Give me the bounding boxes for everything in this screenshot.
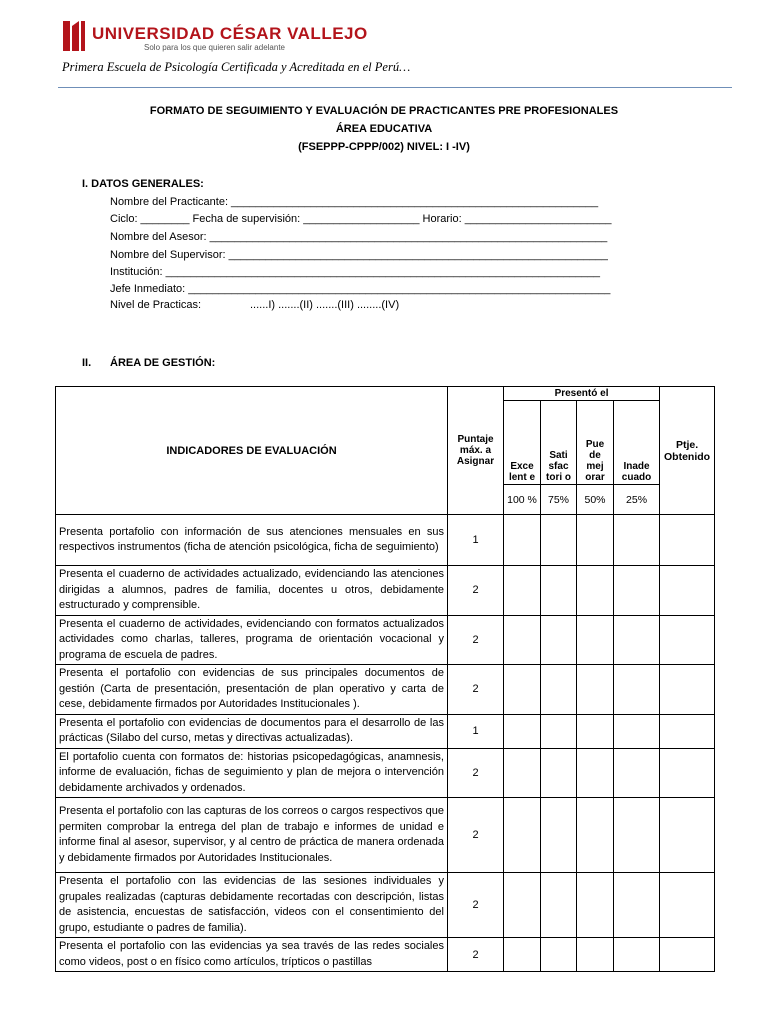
- score-obtained-cell[interactable]: [660, 748, 715, 798]
- table-row: [56, 938, 715, 972]
- score-satisfactorio-cell[interactable]: [541, 566, 577, 616]
- header-obtained-points: Ptje. Obtenido: [660, 387, 715, 515]
- score-satisfactorio-cell[interactable]: [541, 665, 577, 715]
- header-presento: Presentó el: [504, 387, 660, 401]
- indicator-text: Presenta el cuaderno de actividades actualizado, evidenciando las atenciones dirigidas a alumnos, padres de familia, docentes u otros, debidamente estructurado y comprensible.: [56, 566, 448, 616]
- header-satisfactorio: Sati sfac tori o: [541, 401, 577, 485]
- indicator-text: Presenta el portafolio con las evidencias ya sea través de las redes sociales como videos, post o en físico como artículos, trípticos o pastillas: [56, 938, 448, 972]
- score-obtained-cell[interactable]: [660, 515, 715, 566]
- document-area: ÁREA EDUCATIVA: [335, 123, 433, 135]
- field-nivel-practicas-options: ......I) .......(II) .......(III) ........(IV): [250, 299, 400, 311]
- score-inadecuado-cell[interactable]: [614, 615, 660, 665]
- score-puede-mejorar-cell[interactable]: [577, 798, 614, 873]
- field-supervisor: Nombre del Supervisor: ______________________________________________________________: [110, 249, 608, 261]
- score-obtained-cell[interactable]: [660, 873, 715, 938]
- table-row: [56, 515, 715, 566]
- score-puede-mejorar-cell[interactable]: [577, 615, 614, 665]
- indicator-max-points: 2: [448, 798, 504, 873]
- indicator-max-points: 1: [448, 714, 504, 748]
- indicator-max-points: 2: [448, 938, 504, 972]
- score-obtained-cell[interactable]: [660, 798, 715, 873]
- score-satisfactorio-cell[interactable]: [541, 515, 577, 566]
- table-row: [56, 798, 715, 873]
- score-inadecuado-cell[interactable]: [614, 873, 660, 938]
- score-excelente-cell[interactable]: [504, 566, 541, 616]
- header-inadecuado: Inade cuado: [614, 401, 660, 485]
- header-excelente: Exce lent e: [504, 401, 541, 485]
- document-title: FORMATO DE SEGUIMIENTO Y EVALUACIÓN DE PRACTICANTES PRE PROFESIONALES: [149, 105, 619, 117]
- motto: Primera Escuela de Psicología Certificada y Acreditada en el Perú…: [62, 60, 411, 74]
- university-shield-logo-icon: [62, 18, 86, 54]
- score-inadecuado-cell[interactable]: [614, 798, 660, 873]
- score-excelente-cell[interactable]: [504, 665, 541, 715]
- table-row: [56, 615, 715, 665]
- score-inadecuado-cell[interactable]: [614, 515, 660, 566]
- score-satisfactorio-cell[interactable]: [541, 873, 577, 938]
- indicator-max-points: 1: [448, 515, 504, 566]
- score-puede-mejorar-cell[interactable]: [577, 938, 614, 972]
- score-puede-mejorar-cell[interactable]: [577, 748, 614, 798]
- score-excelente-cell[interactable]: [504, 515, 541, 566]
- score-puede-mejorar-cell[interactable]: [577, 665, 614, 715]
- score-excelente-cell[interactable]: [504, 873, 541, 938]
- indicator-text: Presenta portafolio con información de sus atenciones mensuales en sus respectivos instrumentos (ficha de atención psicológica, ficha de seguimiento): [56, 515, 448, 566]
- indicator-max-points: 2: [448, 665, 504, 715]
- indicator-max-points: 2: [448, 566, 504, 616]
- indicator-text: Presenta el cuaderno de actividades, evidenciando con formatos actualizados actividades como charlas, talleres, programa de orientación vocacional y programa de escuela de padres.: [56, 615, 448, 665]
- indicator-max-points: 2: [448, 748, 504, 798]
- section-area-gestion: ÁREA DE GESTIÓN:: [110, 357, 216, 369]
- field-ciclo-fecha-horario: Ciclo: ________ Fecha de supervisión: ___________________ Horario: ________________________: [110, 213, 612, 225]
- field-asesor: Nombre del Asesor: _________________________________________________________________: [110, 231, 608, 243]
- score-satisfactorio-cell[interactable]: [541, 938, 577, 972]
- section-number-gestion: II.: [82, 357, 92, 369]
- header-max-points: Puntaje máx. a Asignar: [448, 387, 504, 515]
- header-divider: [58, 87, 732, 88]
- indicator-max-points: 2: [448, 873, 504, 938]
- score-inadecuado-cell[interactable]: [614, 748, 660, 798]
- table-row: [56, 714, 715, 748]
- indicator-text: Presenta el portafolio con evidencias de documentos para el desarrollo de las prácticas (Silabo del curso, metas y directivas actualizadas).: [56, 714, 448, 748]
- score-excelente-cell[interactable]: [504, 615, 541, 665]
- indicator-text: Presenta el portafolio con las capturas de los correos o cargos respectivos que permiten comprobar la entrega del plan de trabajo e informes de unidad e informe final al asesor, supervisor, y al centro de práctica de manera ordenada y debidamente firmados por Autoridades Institucionales.: [56, 798, 448, 873]
- pct-puede-mejorar: 50%: [577, 485, 614, 515]
- score-excelente-cell[interactable]: [504, 938, 541, 972]
- score-obtained-cell[interactable]: [660, 938, 715, 972]
- table-row: [56, 748, 715, 798]
- score-puede-mejorar-cell[interactable]: [577, 714, 614, 748]
- score-inadecuado-cell[interactable]: [614, 566, 660, 616]
- header-puede-mejorar: Pue de mej orar: [577, 401, 614, 485]
- indicator-max-points: 2: [448, 615, 504, 665]
- score-satisfactorio-cell[interactable]: [541, 798, 577, 873]
- score-obtained-cell[interactable]: [660, 714, 715, 748]
- score-inadecuado-cell[interactable]: [614, 665, 660, 715]
- evaluation-table: [55, 386, 715, 972]
- header-indicators: INDICADORES DE EVALUACIÓN: [56, 387, 448, 515]
- score-satisfactorio-cell[interactable]: [541, 615, 577, 665]
- table-row: [56, 566, 715, 616]
- score-obtained-cell[interactable]: [660, 665, 715, 715]
- section-datos-generales: I. DATOS GENERALES:: [82, 178, 204, 190]
- field-institucion: Institución: _______________________________________________________________________: [110, 266, 600, 278]
- score-excelente-cell[interactable]: [504, 714, 541, 748]
- pct-inadecuado: 25%: [614, 485, 660, 515]
- indicator-text: El portafolio cuenta con formatos de: historias psicopedagógicas, anamnesis, informe de evaluación, fichas de seguimiento y plan de mejora o intervención debidamente archivados y ordenados.: [56, 748, 448, 798]
- university-name: UNIVERSIDAD CÉSAR VALLEJO: [92, 24, 368, 43]
- field-practicante: Nombre del Practicante: ____________________________________________________________: [110, 196, 599, 208]
- score-inadecuado-cell[interactable]: [614, 938, 660, 972]
- score-obtained-cell[interactable]: [660, 566, 715, 616]
- score-satisfactorio-cell[interactable]: [541, 748, 577, 798]
- table-row: [56, 873, 715, 938]
- table-row: [56, 665, 715, 715]
- university-tagline: Solo para los que quieren salir adelante: [144, 43, 285, 52]
- score-excelente-cell[interactable]: [504, 798, 541, 873]
- indicator-text: Presenta el portafolio con las evidencias de las sesiones individuales y grupales realizadas (capturas debidamente recortadas con descripción, listas de asistencia, encuestas de satisfacción, videos con el consentimiento del grupo, estudiante o padres de familia).: [56, 873, 448, 938]
- pct-satisfactorio: 75%: [541, 485, 577, 515]
- indicator-text: Presenta el portafolio con evidencias de sus principales documentos de gestión (Carta de presentación, presentación de plan operativo y carta de cese, debidamente firmados por Autoridades Institucionales ).: [56, 665, 448, 715]
- field-jefe-inmediato: Jefe Inmediato: _____________________________________________________________________: [110, 283, 611, 295]
- score-inadecuado-cell[interactable]: [614, 714, 660, 748]
- score-puede-mejorar-cell[interactable]: [577, 566, 614, 616]
- score-puede-mejorar-cell[interactable]: [577, 873, 614, 938]
- score-satisfactorio-cell[interactable]: [541, 714, 577, 748]
- field-nivel-practicas-label: Nivel de Practicas:: [110, 299, 202, 311]
- pct-excelente: 100 %: [504, 485, 541, 515]
- score-excelente-cell[interactable]: [504, 748, 541, 798]
- score-obtained-cell[interactable]: [660, 615, 715, 665]
- document-code: (FSEPPP-CPPP/002) NIVEL: I -IV): [298, 141, 470, 153]
- score-puede-mejorar-cell[interactable]: [577, 515, 614, 566]
